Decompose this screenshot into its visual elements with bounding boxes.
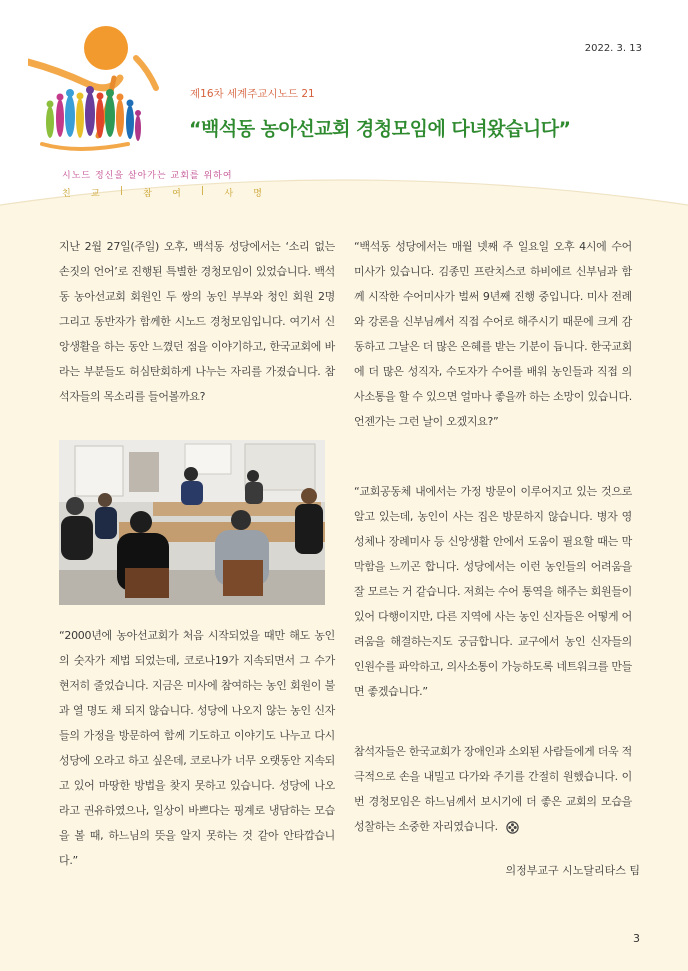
right-quote-2: [354, 479, 632, 704]
closing-text: 참석자들은 한국교회가 장애인과 소외된 사람들에게 더욱 적극적으로 손을 내밀고 다가와 주기를 간절히 원했습니다. 이번 경청모임은 하느님께서 보시기에 더 좋은 교회의 모습을 성찰하는 소중한 자리였습니다.: [354, 745, 632, 833]
intro-paragraph: [59, 234, 335, 409]
left-quote: [59, 623, 335, 873]
value-char: 참: [143, 189, 152, 199]
synod-values-row: [62, 186, 262, 199]
flower-ornament-icon: [506, 821, 519, 834]
synod-tagline: 시노드 정신을 살아가는 교회를 위하여: [62, 171, 233, 181]
value-char: 명: [253, 189, 262, 199]
series-kicker: 제16차 세계주교시노드 21: [190, 88, 315, 100]
value-separator: 교: [90, 189, 100, 199]
value-char: 사: [224, 189, 234, 199]
right-quote-2-text: “교회공동체 내에서는 가정 방문이 이루어지고 있는 것으로 알고 있는데, 농인이 사는 집은 방문하지 않습니다. 병자 영성체나 장례미사 등 신앙생활 안에서 도움이 필요할 때는 막막함을 느끼곤 합니다. 성당에서는 이런 농인들의 어려움을 잘 모르는 거 같습니다. 저희는 수어 통역을 해주는 회원들이 있어 다행이지만, 다른 지역에 사는 농인 신자들은 어떻게 어려움을 해결하는지도 궁금합니다. 교구에서 농인 신자들의 인원수를 파악하고, 의사소통이 가능하도록 네트워크를 만들면 좋겠습니다.”: [354, 485, 632, 698]
meeting-photo: [59, 440, 325, 605]
author-signature: 의정부교구 시노달리타스 팀: [505, 864, 640, 877]
value-char: 여: [172, 189, 181, 199]
page-number: 3: [633, 932, 640, 945]
value-char: 친: [62, 189, 71, 199]
issue-date: 2022. 3. 13: [584, 43, 642, 54]
right-quote-1: [354, 234, 632, 434]
left-quote-text: “2000년에 농아선교회가 처음 시작되었을 때만 해도 농인의 숫자가 제법 되었는데, 코로나19가 지속되면서 그 수가 현저히 줄었습니다. 지금은 미사에 참여하는 농인 회원이 불과 열 명도 채 되지 않습니다. 성당에 나오지 않는 농인 신자들의 가정을 방문하여 함께 기도하고 이야기도 나누고 다시 성당에 오라고 하고 싶은데, 코로나가 너무 오랫동안 지속되고 있어 마땅한 방법을 찾지 못하고 있습니다. 성당에 나오라고 권유하였으나, 일상이 바쁘다는 핑계로 냉담하는 모습을 볼 때, 하느님의 뜻을 알지 못하는 것 같아 안타깝습니다.”: [59, 629, 335, 867]
closing-paragraph: [354, 739, 632, 839]
value-char: |: [119, 186, 123, 196]
page-title: “백석동 농아선교회 경청모임에 다녀왔습니다”: [189, 118, 571, 140]
synod-people-sun-logo: [28, 18, 200, 168]
value-separator: |: [201, 186, 205, 196]
right-quote-1-text: “백석동 성당에서는 매월 넷째 주 일요일 오후 4시에 수어 미사가 있습니다. 김종민 프란치스코 하비에르 신부님과 함께 시작한 수어미사가 벌써 9년째 진행 중입니다. 미사 전례와 강론을 신부님께서 직접 수어로 해주시기 때문에 크게 감동하고 그날은 더 많은 은혜를 받는 기분이 듭니다. 한국교회에 더 많은 성직자, 수도자가 수어를 배워 농인들과 직접 의사소통을 할 수 있으면 얼마나 좋을까 하는 소망이 있습니다. 언젠가는 그런 날이 오겠지요?”: [354, 240, 632, 428]
intro-text: 지난 2월 27일(주일) 오후, 백석동 성당에서는 ‘소리 없는 손짓의 언어’로 진행된 특별한 경청모임이 있었습니다. 백석동 농아선교회 회원인 두 쌍의 농인 부부와 청인 회원 2명 그리고 동반자가 함께한 시노드 경청모임입니다. 여기서 신앙생활을 하는 동안 느꼈던 점을 이야기하고, 한국교회에 바라는 부분들도 허심탄회하게 나누는 자리를 가졌습니다. 참석자들의 목소리를 들어볼까요?: [59, 240, 335, 403]
